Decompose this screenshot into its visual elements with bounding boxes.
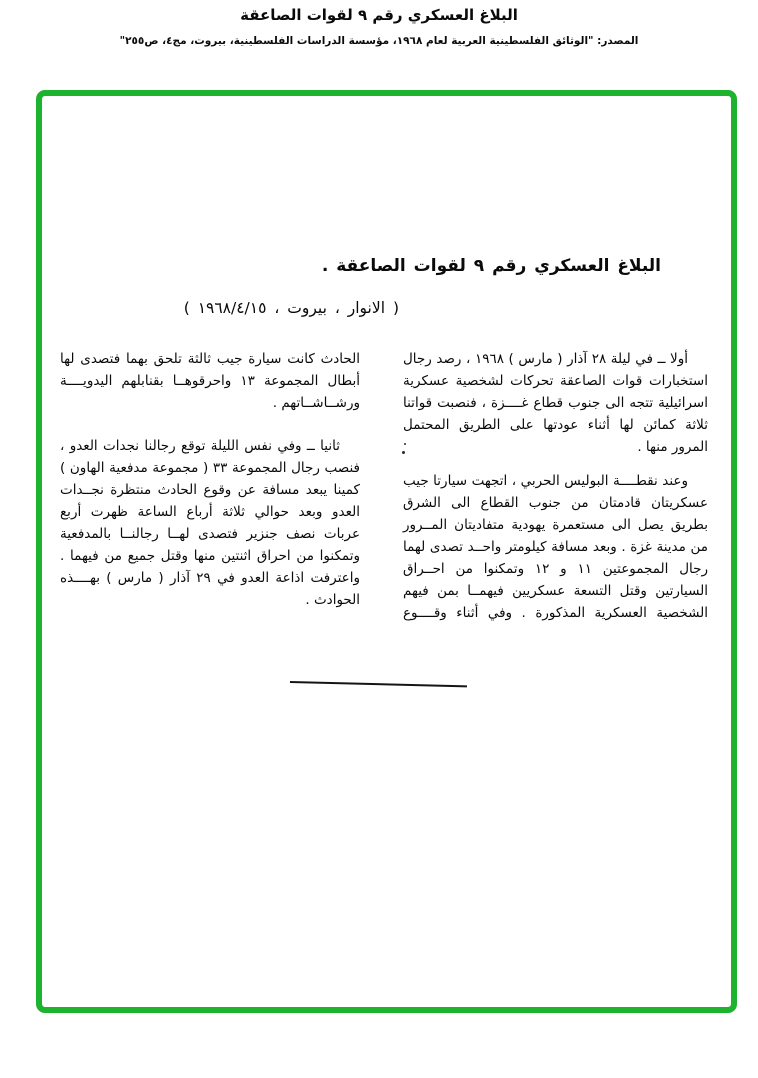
paragraph-third: ثانيا ــ وفي نفس الليلة توقع رجالنا نجدات العدو ، فنصب رجال المجموعة ٣٣ ( مجموعة مدفعية الهاون ) كمينا يبعد مسافة عن وقوع الحادث منتظرة نجــدات العدو وبعد حوالي ثلاثة أرباع الساعة ظهرت أربع عربات نصف جنزير فتصدى لهــا رجالنــا بالمدفعية وتمكنوا من احراق اثنتين منها وقتل جميع من فيهما . واعترفت اذاعة العدو في ٢٩ آذار ( مارس ) بهــــذه الحوادث . xyxy=(60,438,361,608)
text-column-left xyxy=(60,348,360,632)
communique-source-date: ( الانوار ، بيروت ، ١٩٦٨/٤/١٥ ) xyxy=(183,299,399,317)
scan-artifact-dot xyxy=(404,443,406,445)
divider-rule xyxy=(290,681,467,687)
paragraph-first: أولا ــ في ليلة ٢٨ آذار ( مارس ) ١٩٦٨ ، رصد رجال استخبارات قوات الصاعقة تحركات لشخصية عسكرية اسرائيلية تتجه الى جنوب قطاع غــــزة ، فنصبت قواتنا ثلاثة كمائن لها أثناء عودتها على الطريق المحتمل المرور منها . xyxy=(403,351,708,455)
scan-artifact-dot xyxy=(402,451,405,454)
source-citation-line: المصدر: "الوثائق الفلسطينية العربية لعام ١٩٦٨، مؤسسة الدراسات الفلسطينية، بيروت، مج٤، ص٢٥٥" xyxy=(119,35,639,47)
paragraph-continuation: الحادث كانت سيارة جيب ثالثة تلحق بهما فتصدى لها أبطال المجموعة ١٣ واحرقوهــا بقنابلهم اليدويــــة ورشــاشــاتهم . xyxy=(60,351,360,411)
text-column-right xyxy=(403,348,708,636)
document-scan xyxy=(42,96,731,1007)
document-scan-frame xyxy=(36,90,737,1013)
page-title: البلاغ العسكري رقم ٩ لقوات الصاعقة xyxy=(240,6,518,24)
paragraph-second: وعند نقطــــة البوليس الحربي ، اتجهت سيارتا جيب عسكريتان قادمتان من جنوب القطاع الى الشرق بطريق يصل الى مستعمرة يهودية متفاديتان المــرور من مدينة غزة . وبعد مسافة كيلومتر واحــد تصدى لهما رجال المجموعتين ١١ و ١٢ وتمكنوا من احــراق السيارتين وقتل التسعة عسكريين فيهمــا بمن فيهم الشخصية العسكرية المذكورة . وفي أثناء وقــــوع xyxy=(403,473,708,621)
page-header xyxy=(0,6,758,47)
communique-title: البلاغ العسكري رقم ٩ لقوات الصاعقة . xyxy=(321,256,661,276)
